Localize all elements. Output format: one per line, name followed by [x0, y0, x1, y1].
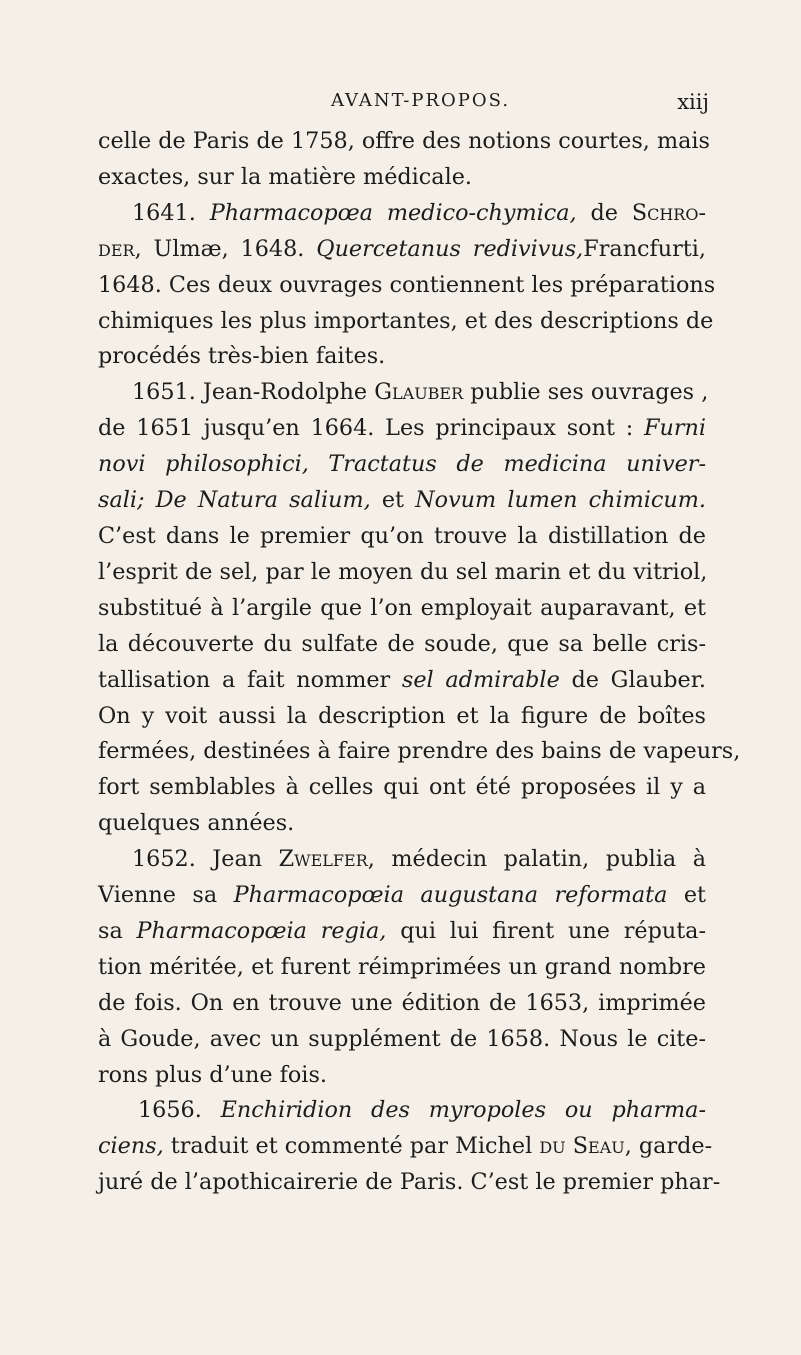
text-line — [98, 375, 709, 411]
text-run: Francfurti, — [583, 235, 706, 262]
text-run: , garde- — [624, 1133, 713, 1160]
text-run: , médecin palatin, publia à — [367, 846, 706, 873]
text-run: et — [370, 487, 416, 514]
text-line — [98, 268, 716, 304]
running-head: AVANT-PROPOS. — [330, 90, 511, 111]
text-line — [98, 663, 706, 699]
text-run: procédés très-bien faites. — [98, 343, 386, 370]
text-line — [98, 447, 706, 483]
text-run: de 1651 jusqu’en 1664. Les principaux sont : — [98, 415, 645, 442]
author-name: Glauber — [374, 379, 464, 406]
text-line — [98, 950, 706, 986]
text-run: 1641. — [132, 199, 210, 226]
italic-title: Quercetanus redivivus, — [316, 235, 584, 262]
text-run: fermées, destinées à faire prendre des bains de vapeurs, — [98, 738, 741, 765]
text-run: substitué à l’argile que l’on employait auparavant, et — [98, 594, 706, 621]
text-run: tallisation a fait nommer — [98, 666, 402, 693]
text-line — [98, 699, 706, 735]
text-line — [98, 627, 706, 663]
text-line — [98, 842, 706, 878]
italic-title: Enchiridion des myropoles ou pharma- — [220, 1097, 706, 1124]
text-run: publie ses ouvrages , — [463, 379, 709, 406]
text-line — [98, 1165, 721, 1201]
text-run: qui lui firent une réputa- — [386, 917, 706, 944]
body-text — [98, 124, 741, 1201]
text-line — [98, 232, 706, 268]
text-run: traduit et commenté par Michel — [163, 1133, 540, 1160]
text-run: chimiques les plus importantes, et des descriptions de — [98, 307, 714, 334]
text-run: la découverte du sulfate de soude, que sa belle cris- — [98, 630, 706, 657]
text-run: 1656. — [138, 1097, 221, 1124]
text-line — [98, 986, 706, 1022]
italic-title: novi philosophici, Tractatus de medicina univer- — [98, 451, 706, 478]
text-line — [98, 304, 714, 340]
text-run: C’est dans le premier qu’on trouve la distillation de — [98, 522, 706, 549]
text-run: l’esprit de sel, par le moyen du sel marin et du vitriol, — [98, 558, 708, 585]
text-run: fort semblables à celles qui ont été proposées il y a — [98, 774, 706, 801]
text-run: sa — [98, 917, 137, 944]
text-line — [98, 1093, 706, 1129]
text-line — [98, 1129, 713, 1165]
text-run: de fois. On en trouve une édition de 1653, imprimée — [98, 989, 706, 1016]
text-line — [98, 1058, 706, 1094]
italic-title: ciens, — [98, 1133, 164, 1160]
page-header — [0, 90, 801, 120]
text-run: , Ulmæ, 1648. — [134, 235, 317, 262]
text-line — [98, 591, 706, 627]
text-line — [98, 196, 706, 232]
text-run: On y voit aussi la description et la figure de boîtes — [98, 702, 706, 729]
text-line — [98, 339, 706, 375]
italic-title: Pharmacopœia regia, — [136, 917, 387, 944]
text-run: exactes, sur la matière médicale. — [98, 163, 472, 190]
text-line — [98, 734, 741, 770]
text-line — [98, 124, 710, 160]
italic-title: sel admirable — [401, 666, 560, 693]
text-line — [98, 1022, 706, 1058]
text-line — [98, 519, 706, 555]
text-run: à Goude, avec un supplément de 1658. Nous le cite- — [98, 1025, 706, 1052]
text-line — [98, 806, 706, 842]
text-run: 1652. Jean — [132, 846, 279, 873]
italic-title: Novum lumen chimicum. — [415, 487, 706, 514]
text-line — [98, 555, 706, 591]
page-number: xiij — [677, 90, 709, 114]
text-run: quelques années. — [98, 810, 295, 837]
text-line — [98, 914, 706, 950]
text-run: juré de l’apothicairerie de Paris. C’est le premier phar- — [98, 1169, 721, 1196]
text-run: celle de Paris de 1758, offre des notions courtes, mais — [98, 128, 710, 154]
text-line — [98, 878, 706, 914]
italic-title: sali; De Natura salium, — [98, 487, 371, 514]
text-run: 1651. Jean-Rodolphe — [132, 379, 375, 406]
italic-title: Furni — [644, 415, 706, 442]
author-name: Schro- — [631, 199, 706, 226]
italic-title: Pharmacopœia augustana reformata — [233, 882, 668, 909]
text-line — [98, 770, 706, 806]
author-name: der — [98, 235, 135, 262]
text-run: Vienne sa — [98, 882, 234, 909]
text-line — [98, 483, 706, 519]
text-line — [98, 411, 706, 447]
text-run: de Glauber. — [559, 666, 706, 693]
text-run: rons plus d’une fois. — [98, 1061, 327, 1088]
text-run: tion méritée, et furent réimprimées un grand nombre — [98, 953, 706, 980]
text-run: de — [576, 199, 632, 226]
text-run: et — [667, 882, 706, 909]
text-line — [98, 160, 706, 196]
italic-title: Pharmacopœa medico-chymica, — [209, 199, 577, 226]
author-name: du Seau — [539, 1133, 625, 1160]
author-name: Zwelfer — [278, 846, 368, 873]
text-run: 1648. Ces deux ouvrages contiennent les préparations — [98, 271, 716, 298]
